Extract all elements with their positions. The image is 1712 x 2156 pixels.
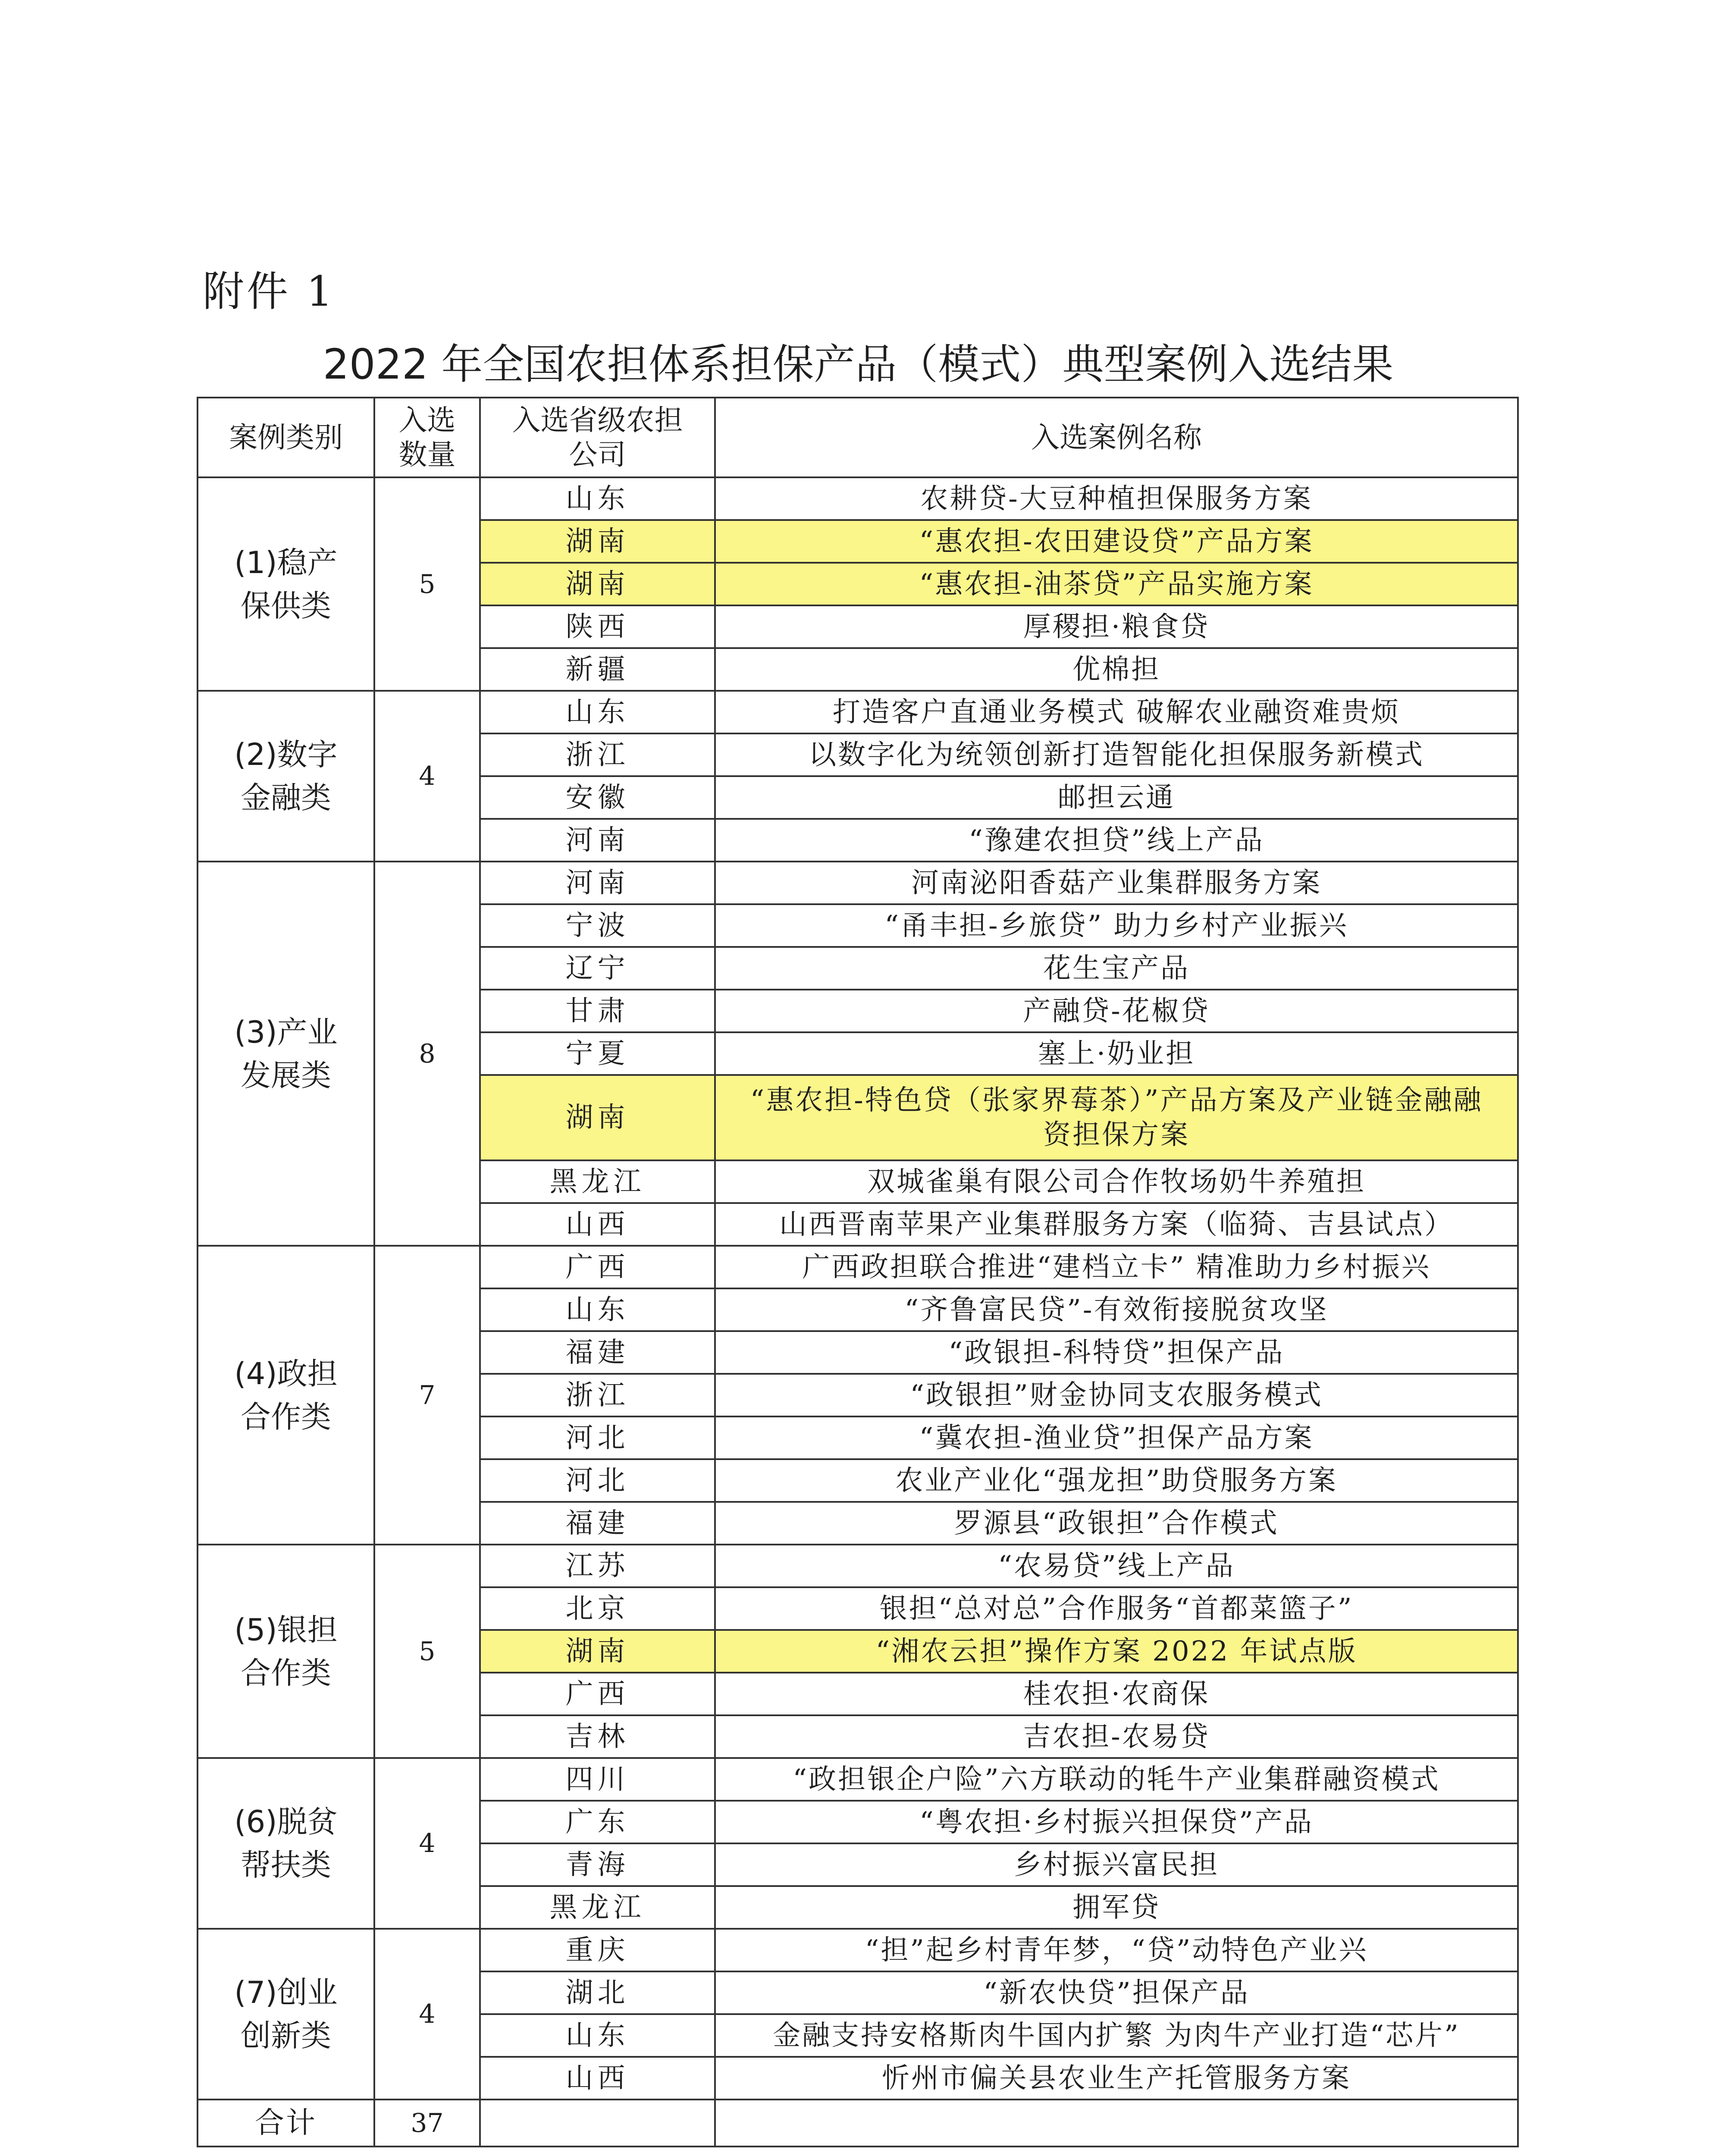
count-cell: 5 xyxy=(374,477,480,691)
province-cell: 湖南 xyxy=(480,1075,715,1160)
count-cell: 8 xyxy=(374,862,480,1246)
case-name-cell: 银担“总对总”合作服务“首都菜篮子” xyxy=(715,1587,1518,1630)
province-cell: 山东 xyxy=(480,2014,715,2057)
province-cell: 陕西 xyxy=(480,605,715,648)
province-cell: 重庆 xyxy=(480,1929,715,1971)
total-empty-cell xyxy=(715,2100,1518,2147)
case-name-cell: 农耕贷-大豆种植担保服务方案 xyxy=(715,477,1518,520)
count-cell: 5 xyxy=(374,1545,480,1758)
province-cell: 福建 xyxy=(480,1502,715,1545)
case-name-cell: “担”起乡村青年梦，“贷”动特色产业兴 xyxy=(715,1929,1518,1971)
case-name-cell: 厚稷担·粮食贷 xyxy=(715,605,1518,648)
table-row xyxy=(198,1246,1518,1288)
province-cell: 青海 xyxy=(480,1843,715,1886)
case-name-cell: 吉农担-农易贷 xyxy=(715,1715,1518,1758)
case-name-cell: 双城雀巢有限公司合作牧场奶牛养殖担 xyxy=(715,1160,1518,1203)
table-row xyxy=(198,1545,1518,1587)
table-row xyxy=(198,1758,1518,1801)
case-name-cell: 打造客户直通业务模式 破解农业融资难贵烦 xyxy=(715,691,1518,733)
case-name-cell: “甬丰担-乡旅贷” 助力乡村产业振兴 xyxy=(715,904,1518,947)
province-cell: 河南 xyxy=(480,819,715,862)
case-name-cell: “粤农担·乡村振兴担保贷”产品 xyxy=(715,1801,1518,1843)
case-name-cell: 以数字化为统领创新打造智能化担保服务新模式 xyxy=(715,733,1518,776)
case-name-cell: “冀农担-渔业贷”担保产品方案 xyxy=(715,1416,1518,1459)
case-name-cell: “新农快贷”担保产品 xyxy=(715,1971,1518,2014)
results-table xyxy=(197,397,1519,2147)
province-cell: 河北 xyxy=(480,1416,715,1459)
case-name-cell: 优棉担 xyxy=(715,648,1518,691)
province-cell: 河南 xyxy=(480,862,715,904)
category-cell: (1)稳产 保供类 xyxy=(198,477,374,691)
case-name-cell: 拥军贷 xyxy=(715,1886,1518,1929)
category-cell: (2)数字 金融类 xyxy=(198,691,374,862)
province-cell: 山西 xyxy=(480,1203,715,1246)
case-name-cell: 邮担云通 xyxy=(715,776,1518,819)
case-name-cell: “政担银企户险”六方联动的牦牛产业集群融资模式 xyxy=(715,1758,1518,1801)
header-case-name: 入选案例名称 xyxy=(715,398,1518,477)
case-name-cell: 农业产业化“强龙担”助贷服务方案 xyxy=(715,1459,1518,1502)
province-cell: 黑龙江 xyxy=(480,1886,715,1929)
province-cell: 广西 xyxy=(480,1246,715,1288)
total-label-cell: 合计 xyxy=(198,2100,374,2147)
province-cell: 湖南 xyxy=(480,563,715,605)
count-cell: 7 xyxy=(374,1246,480,1545)
province-cell: 甘肃 xyxy=(480,990,715,1032)
case-name-cell: 产融贷-花椒贷 xyxy=(715,990,1518,1032)
category-cell: (4)政担 合作类 xyxy=(198,1246,374,1545)
province-cell: 广东 xyxy=(480,1801,715,1843)
table-header-row xyxy=(198,398,1518,477)
case-name-cell: “政银担-科特贷”担保产品 xyxy=(715,1331,1518,1374)
total-row xyxy=(198,2100,1518,2147)
province-cell: 宁夏 xyxy=(480,1032,715,1075)
case-name-cell: “湘农云担”操作方案 2022 年试点版 xyxy=(715,1630,1518,1673)
case-name-cell: 塞上·奶业担 xyxy=(715,1032,1518,1075)
table-row xyxy=(198,1929,1518,1971)
header-count: 入选数量 xyxy=(374,398,480,477)
case-name-cell: “惠农担-特色贷（张家界莓茶）”产品方案及产业链金融融资担保方案 xyxy=(715,1075,1518,1160)
province-cell: 山东 xyxy=(480,477,715,520)
header-category: 案例类别 xyxy=(198,398,374,477)
case-name-cell: “惠农担-油茶贷”产品实施方案 xyxy=(715,563,1518,605)
table-row xyxy=(198,691,1518,733)
province-cell: 浙江 xyxy=(480,1374,715,1416)
province-cell: 辽宁 xyxy=(480,947,715,990)
table-row xyxy=(198,862,1518,904)
case-name-cell: 山西晋南苹果产业集群服务方案（临猗、吉县试点） xyxy=(715,1203,1518,1246)
table-body xyxy=(198,477,1518,2147)
province-cell: 广西 xyxy=(480,1673,715,1715)
case-name-cell: 忻州市偏关县农业生产托管服务方案 xyxy=(715,2057,1518,2100)
case-name-cell: “惠农担-农田建设贷”产品方案 xyxy=(715,520,1518,563)
province-cell: 湖南 xyxy=(480,520,715,563)
province-cell: 四川 xyxy=(480,1758,715,1801)
province-cell: 安徽 xyxy=(480,776,715,819)
case-name-cell: 金融支持安格斯肉牛国内扩繁 为肉牛产业打造“芯片” xyxy=(715,2014,1518,2057)
province-cell: 吉林 xyxy=(480,1715,715,1758)
attachment-label: 附件 1 xyxy=(203,267,336,316)
province-cell: 山东 xyxy=(480,1288,715,1331)
category-cell: (7)创业 创新类 xyxy=(198,1929,374,2100)
case-name-cell: 广西政担联合推进“建档立卡” 精准助力乡村振兴 xyxy=(715,1246,1518,1288)
province-cell: 江苏 xyxy=(480,1545,715,1587)
total-empty-cell xyxy=(480,2100,715,2147)
category-cell: (6)脱贫 帮扶类 xyxy=(198,1758,374,1929)
province-cell: 山东 xyxy=(480,691,715,733)
total-count-cell: 37 xyxy=(374,2100,480,2147)
case-name-cell: 河南泌阳香菇产业集群服务方案 xyxy=(715,862,1518,904)
table-row xyxy=(198,477,1518,520)
province-cell: 山西 xyxy=(480,2057,715,2100)
province-cell: 湖北 xyxy=(480,1971,715,2014)
header-company: 入选省级农担公司 xyxy=(480,398,715,477)
province-cell: 浙江 xyxy=(480,733,715,776)
case-name-cell: “农易贷”线上产品 xyxy=(715,1545,1518,1587)
case-name-cell: “齐鲁富民贷”-有效衔接脱贫攻坚 xyxy=(715,1288,1518,1331)
case-name-cell: 乡村振兴富民担 xyxy=(715,1843,1518,1886)
province-cell: 北京 xyxy=(480,1587,715,1630)
document-title: 2022 年全国农担体系担保产品（模式）典型案例入选结果 xyxy=(323,340,1394,389)
province-cell: 新疆 xyxy=(480,648,715,691)
province-cell: 黑龙江 xyxy=(480,1160,715,1203)
category-cell: (5)银担 合作类 xyxy=(198,1545,374,1758)
province-cell: 湖南 xyxy=(480,1630,715,1673)
count-cell: 4 xyxy=(374,1929,480,2100)
case-name-cell: 花生宝产品 xyxy=(715,947,1518,990)
count-cell: 4 xyxy=(374,1758,480,1929)
case-name-cell: “政银担”财金协同支农服务模式 xyxy=(715,1374,1518,1416)
province-cell: 福建 xyxy=(480,1331,715,1374)
province-cell: 河北 xyxy=(480,1459,715,1502)
case-name-cell: 桂农担·农商保 xyxy=(715,1673,1518,1715)
count-cell: 4 xyxy=(374,691,480,862)
province-cell: 宁波 xyxy=(480,904,715,947)
case-name-cell: “豫建农担贷”线上产品 xyxy=(715,819,1518,862)
category-cell: (3)产业 发展类 xyxy=(198,862,374,1246)
case-name-cell: 罗源县“政银担”合作模式 xyxy=(715,1502,1518,1545)
